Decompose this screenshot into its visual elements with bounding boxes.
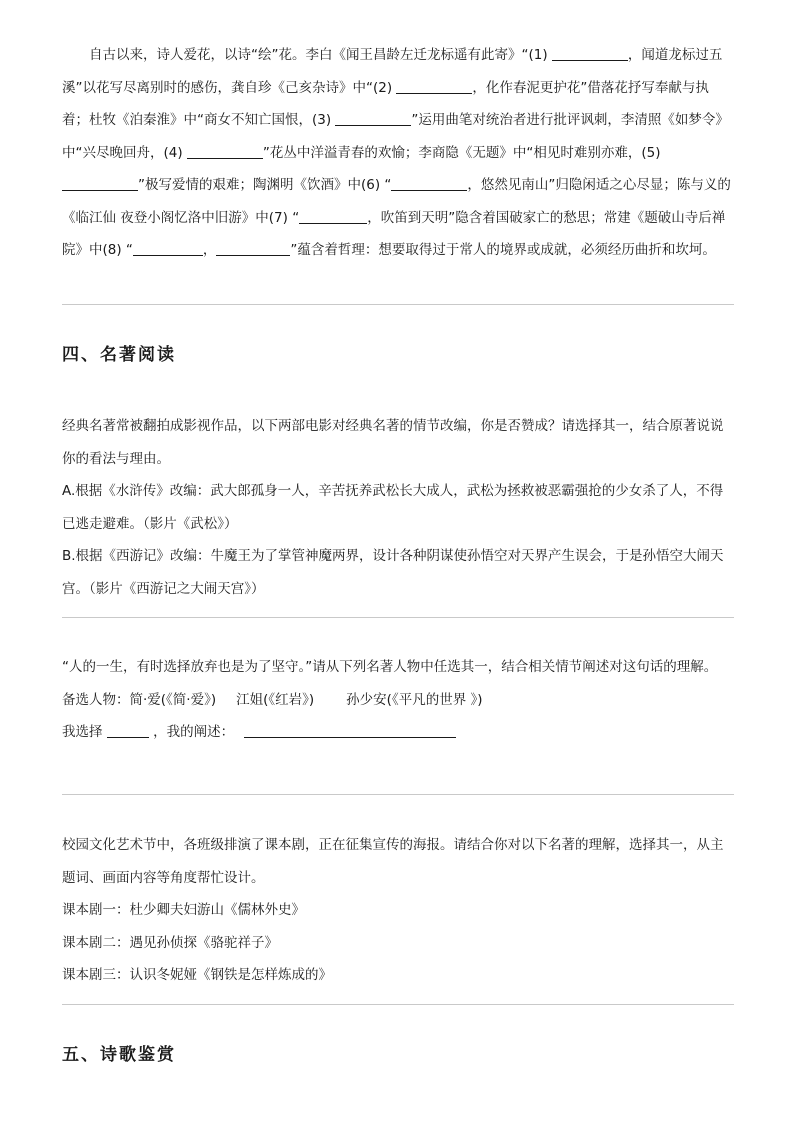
fill-text-8: ，吹笛到天明”隐含着国破家亡的愁思；常建《题破山寺后禅院》中(8) “ [62,209,726,258]
option-a: A.根据《水浒传》改编：武大郎孤身一人，辛苦抚养武松长大成人，武松为拯救被恶霸强抢的少女杀了人，不得已逃走避难。（影片《武松》） [62,483,724,532]
candidate-sun-shaoan: 孙少安(《平凡的世界 》) [346,691,483,708]
section-heading-reading: 四、名著阅读 [62,345,176,365]
answer-blank-2[interactable] [396,79,472,94]
play-option-3: 课本剧三：认识冬妮娅《钢铁是怎样炼成的》 [62,967,332,983]
question-film-adaptation [62,410,734,605]
answer-line [62,716,734,749]
answer-blank-5[interactable] [62,176,138,191]
choose-middle: ，我的阐述： [148,724,235,740]
answer-blank-3[interactable] [335,111,411,126]
play-option-2: 课本剧二：遇见孙侦探《骆驼祥子》 [62,934,278,951]
divider-2 [62,617,734,618]
question-intro: 经典名著常被翻拍成影视作品，以下两部电影对经典名著的情节改编，你是否赞成？请选择其一，结合原著说说你的看法与理由。 [62,418,724,467]
answer-blank-4[interactable] [187,144,263,159]
fill-text-6: ”极写爱情的艰难；陶渊明《饮酒》中(6) “ [138,177,392,193]
choice-blank[interactable] [107,723,149,738]
option-b: B.根据《西游记》改编：牛魔王为了掌管神魔两界，设计各种阴谋使孙悟空对天界产生误会，于是孙悟空大闹天宫。（影片《西游记之大闹天宫》） [62,548,724,597]
fill-text-5: ”花丛中洋溢青春的欢愉；李商隐《无题》中“相见时难别亦难，(5) [262,144,661,161]
fill-text-1: 自古以来，诗人爱花，以诗“绘”花。李白《闻王昌龄左迁龙标遥有此寄》“(1) [89,47,552,63]
answer-blank-8b[interactable] [216,241,290,256]
candidate-list [62,684,734,717]
fill-text-4: ”运用曲笔对统治者进行批评讽刺，李清照《如梦令》中“兴尽晚回舟，(4) [62,112,729,161]
section-heading-poetry: 五、诗歌鉴赏 [62,1045,176,1065]
answer-blank-8a[interactable] [133,241,203,256]
answer-blank-7[interactable] [299,209,367,224]
candidate-jane-eyre: 简·爱(《简·爱》) [129,691,217,708]
divider-1 [62,304,734,305]
divider-4 [62,1004,734,1005]
candidate-sister-jiang: 江姐(《红岩》) [236,691,315,708]
explanation-blank[interactable] [244,723,456,738]
answer-blank-1[interactable] [552,46,628,61]
fill-text-7: ，悠然见南山”归隐闲适之心尽显；陈与义的《临江仙 夜登小阁忆洛中旧游》中(7) “ [62,177,731,226]
fill-text-9: ， [202,242,217,258]
fill-text-3: ，化作春泥更护花”借落花抒写奉献与执着；杜牧《泊秦淮》中“商女不知亡国恨，(3) [62,79,709,128]
question-intro: “人的一生，有时选择放弃也是为了坚守。”请从下列名著人物中任选其一，结合相关情节阐述对这句话的理解。 [62,659,718,675]
question-poster-design [62,829,734,992]
question-intro: 校园文化艺术节中，各班级排演了课本剧，正在征集宣传的海报。请结合你对以下名著的理解，选择其一，从主题词、画面内容等角度帮忙设计。 [62,837,724,886]
answer-blank-6[interactable] [391,176,467,191]
question-give-up-to-persist [62,651,734,749]
fill-text-10: ”蕴含着哲理：想要取得过于常人的境界或成就，必须经历曲折和坎坷。 [290,242,716,258]
divider-3 [62,794,734,795]
fill-text-2: ，闻道龙标过五溪”以花写尽离别时的感伤，龚自珍《己亥杂诗》中“(2) [62,47,723,96]
candidates-label: 备选人物： [62,691,130,708]
poetry-fill-in-paragraph [62,39,734,267]
play-option-1: 课本剧一：杜少卿夫妇游山《儒林外史》 [62,902,305,918]
choose-prefix: 我选择 [62,724,107,740]
